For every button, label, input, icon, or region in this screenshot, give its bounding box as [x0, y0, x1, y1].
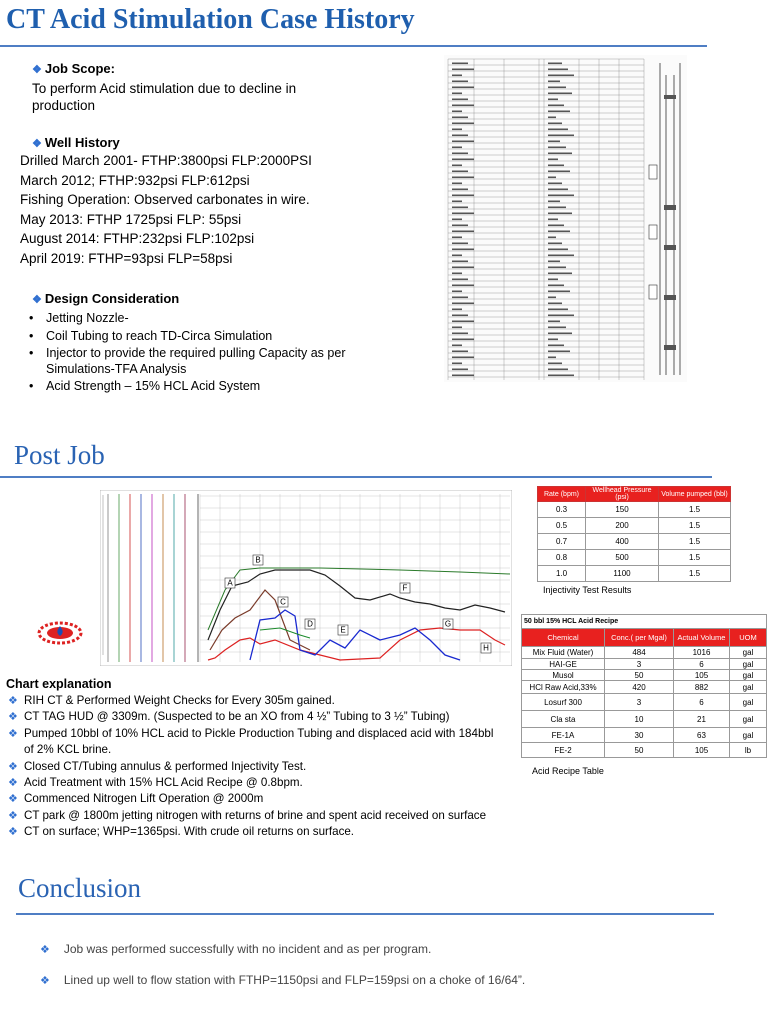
well-completion-diagram [444, 55, 687, 382]
table-row [522, 647, 767, 659]
well-history-line: Fishing Operation: Observed carbonates in wire. [20, 192, 310, 207]
diamond-bullet-icon: ❖ [8, 760, 18, 773]
post-job-rule [0, 476, 712, 478]
chart-letter-label: C [280, 597, 286, 607]
design-item: • Injector to provide the required pulling Capacity as per Simulations-TFA Analysis [20, 346, 370, 377]
column-header: Volume pumped (bbl) [659, 487, 731, 502]
job-scope-text: To perform Acid stimulation due to decline in production [32, 81, 297, 113]
design-item: • Jetting Nozzle- [20, 311, 370, 327]
column-header: Wellhead Pressure (psi) [586, 487, 659, 502]
diamond-bullet-icon: ❖ [8, 695, 18, 707]
table-cell: 21 [674, 711, 730, 728]
table-row [522, 711, 767, 728]
explanation-item: ❖ RIH CT & Performed Weight Checks for Every 305m gained. [6, 693, 506, 709]
table-cell: gal [730, 681, 767, 694]
well-history-line: August 2014: FTHP:232psi FLP:102psi [20, 231, 255, 246]
table-cell: 50 [605, 670, 674, 681]
table-cell: 1.5 [659, 502, 731, 518]
table-cell: 1016 [674, 647, 730, 659]
chart-letter-label: D [307, 619, 313, 629]
table-row [522, 659, 767, 670]
title-rule [0, 45, 707, 47]
explanation-item: ❖ CT TAG HUD @ 3309m. (Suspected to be an XO from 4 ½” Tubing to 3 ½” Tubing) [6, 709, 506, 725]
acid-recipe-caption: Acid Recipe Table [532, 766, 604, 776]
table-cell: 400 [586, 534, 659, 550]
column-header: Actual Volume [674, 629, 730, 647]
treatment-chart [100, 490, 512, 666]
table-row [522, 728, 767, 743]
table-cell: 3 [605, 694, 674, 711]
table-cell: 10 [605, 711, 674, 728]
column-header: Conc.( per Mgal) [605, 629, 674, 647]
table-cell: gal [730, 659, 767, 670]
design-list [20, 311, 370, 397]
explanation-item: ❖ Pumped 10bbl of 10% HCL acid to Pickle Production Tubing and displaced acid with 184bbl of 2% KCL brine. [8, 726, 494, 757]
chart-explanation-list [6, 693, 506, 841]
conclusion-rule [16, 913, 714, 915]
table-cell: gal [730, 647, 767, 659]
table-cell: 105 [674, 743, 730, 758]
acid-recipe-table [521, 614, 767, 758]
table-cell: gal [730, 694, 767, 711]
table-cell: 1.5 [659, 550, 731, 566]
table-cell: FE-2 [522, 743, 605, 758]
column-header: Rate (bpm) [538, 487, 586, 502]
table-cell: lb [730, 743, 767, 758]
table-cell: 0.8 [538, 550, 586, 566]
table-cell: 500 [586, 550, 659, 566]
diamond-bullet-icon: ❖ [40, 975, 50, 987]
table-cell: Losurf 300 [522, 694, 605, 711]
table-row [538, 550, 731, 566]
table-cell: HCl Raw Acid,33% [522, 681, 605, 694]
explanation-item: ❖ CT park @ 1800m jetting nitrogen with returns of brine and spent acid received on surface [6, 808, 506, 824]
table-row [538, 566, 731, 582]
acid-recipe-title: 50 bbl 15% HCL Acid Recipe [522, 615, 767, 629]
explanation-item: ❖ Closed CT/Tubing annulus & performed Injectivity Test. [6, 759, 506, 775]
chart-letter-label: B [255, 555, 261, 565]
injectivity-caption: Injectivity Test Results [543, 585, 632, 595]
table-cell: Cla sta [522, 711, 605, 728]
column-header: UOM [730, 629, 767, 647]
table-row [538, 518, 731, 534]
column-header: Chemical [522, 629, 605, 647]
explanation-item: ❖ Commenced Nitrogen Lift Operation @ 2000m [6, 791, 506, 807]
table-cell: 3 [605, 659, 674, 670]
diamond-bullet-icon: ❖ [8, 809, 18, 822]
table-cell: 420 [605, 681, 674, 694]
table-row [522, 681, 767, 694]
design-item: • Coil Tubing to reach TD-Circa Simulation [20, 329, 370, 345]
page-title: CT Acid Stimulation Case History [6, 4, 415, 35]
table-cell: 0.7 [538, 534, 586, 550]
injectivity-table [537, 486, 731, 582]
table-cell: 6 [674, 659, 730, 670]
table-cell: gal [730, 711, 767, 728]
table-cell: 1.5 [659, 566, 731, 582]
table-cell: 1.5 [659, 534, 731, 550]
well-history-line: March 2012; FTHP:932psi FLP:612psi [20, 172, 250, 188]
conclusion-item: ❖ Lined up well to flow station with FTHP=1150psi and FLP=159psi on a choke of 16/64”. [40, 973, 526, 987]
table-cell: 1.0 [538, 566, 586, 582]
table-row [522, 694, 767, 711]
table-cell: 105 [674, 670, 730, 681]
table-row [538, 534, 731, 550]
well-history-heading: ❖ Well History [32, 135, 120, 150]
table-cell: 1.5 [659, 518, 731, 534]
job-scope-heading: ❖ Job Scope: [32, 61, 115, 76]
diamond-bullet-icon: ❖ [8, 711, 18, 724]
chart-letter-label: E [340, 625, 346, 635]
table-cell: 200 [586, 518, 659, 534]
design-item: • Acid Strength – 15% HCL Acid System [20, 379, 370, 395]
table-cell: 50 [605, 743, 674, 758]
chart-explanation-heading: Chart explanation [6, 677, 112, 691]
table-cell: 6 [674, 694, 730, 711]
table-cell: 63 [674, 728, 730, 743]
table-cell: gal [730, 670, 767, 681]
post-job-heading: Post Job [14, 440, 105, 470]
chart-letter-label: H [483, 643, 489, 653]
table-cell: 882 [674, 681, 730, 694]
conclusion-heading: Conclusion [18, 873, 142, 903]
table-row [522, 670, 767, 681]
table-cell: gal [730, 728, 767, 743]
table-cell: Mix Fluid (Water) [522, 647, 605, 659]
explanation-item: ❖ Acid Treatment with 15% HCL Acid Recipe @ 0.8bpm. [6, 775, 506, 791]
well-history-line: Drilled March 2001- FTHP:3800psi FLP:2000PSI [20, 153, 312, 168]
diamond-bullet-icon: ❖ [8, 826, 18, 839]
table-cell: 484 [605, 647, 674, 659]
diamond-bullet-icon: ❖ [40, 944, 50, 956]
well-history-line: May 2013: FTHP 1725psi FLP: 55psi [20, 211, 242, 227]
design-heading: ❖ Design Consideration [32, 291, 180, 306]
chart-letter-label: A [227, 578, 233, 588]
diamond-bullet-icon: ❖ [32, 138, 42, 150]
diamond-bullet-icon: ❖ [8, 777, 18, 790]
table-cell: 0.5 [538, 518, 586, 534]
conclusion-item: ❖ Job was performed successfully with no incident and as per program. [40, 942, 432, 956]
table-cell: HAI-GE [522, 659, 605, 670]
gear-drop-logo-icon [37, 620, 83, 646]
diamond-bullet-icon: ❖ [8, 727, 18, 740]
chart-letter-label: F [402, 583, 408, 593]
table-row [538, 502, 731, 518]
table-cell: Musol [522, 670, 605, 681]
table-cell: FE-1A [522, 728, 605, 743]
diamond-bullet-icon: ❖ [8, 793, 18, 806]
table-cell: 1100 [586, 566, 659, 582]
diamond-bullet-icon: ❖ [32, 294, 42, 306]
table-cell: 150 [586, 502, 659, 518]
diamond-bullet-icon: ❖ [32, 64, 42, 76]
explanation-item: ❖ CT on surface; WHP=1365psi. With crude oil returns on surface. [6, 824, 506, 840]
table-cell: 30 [605, 728, 674, 743]
chart-letter-label: G [444, 619, 452, 629]
table-row [522, 743, 767, 758]
table-cell: 0.3 [538, 502, 586, 518]
well-history-list [20, 151, 312, 268]
well-history-line: April 2019: FTHP=93psi FLP=58psi [20, 250, 233, 266]
